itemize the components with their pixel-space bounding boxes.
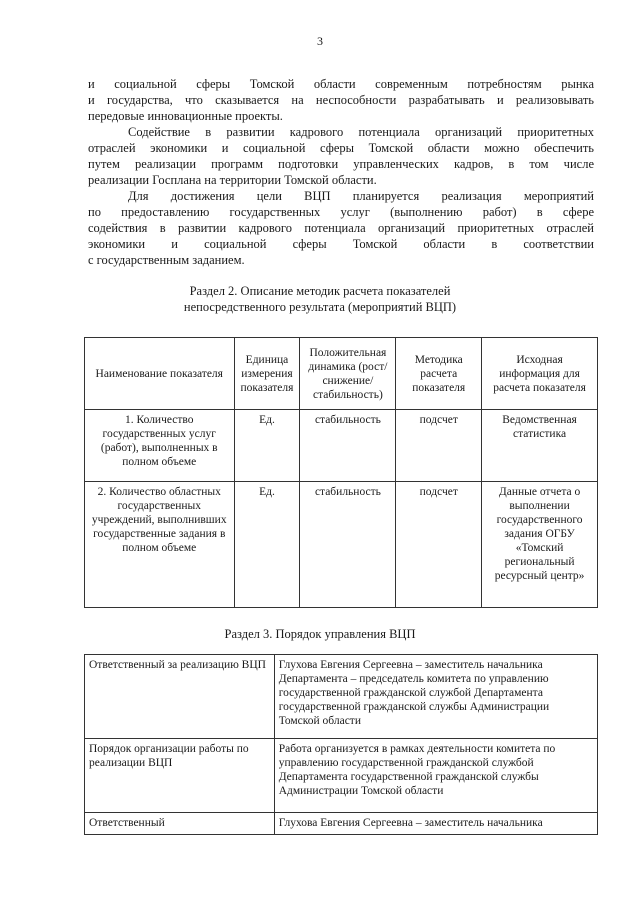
table-cell: Глухова Евгения Сергеевна – заместитель начальника Департамента – председатель комитета по управлению государственной гражданской службой Департамента государственной гражданской службы Администрации Томской области <box>274 655 597 739</box>
table-row <box>85 813 598 835</box>
table-cell: Данные отчета о выполнении государственного задания ОГБУ «Томский региональный ресурсный центр» <box>482 482 598 608</box>
section2-title-line2: непосредственного результата (мероприятий ВЦП) <box>183 300 457 314</box>
table-cell: Ед. <box>234 482 300 608</box>
table-row <box>85 739 598 813</box>
table-cell: подсчет <box>396 410 482 482</box>
text-line: Содействие в развитии кадрового потенциала организаций приоритетных <box>128 125 594 139</box>
management-table <box>84 654 598 835</box>
text-line: по предоставлению государственных услуг (выполнению работ) в сфере <box>88 205 594 219</box>
section3-title: Раздел 3. Порядок управления ВЦП <box>224 627 416 641</box>
header-cell: Исходная информация для расчета показателя <box>482 338 598 410</box>
table-cell: Порядок организации работы по реализации ВЦП <box>85 739 275 813</box>
section2-title <box>0 283 640 315</box>
table-cell: Ведомственная статистика <box>482 410 598 482</box>
text-line: реализации Госплана на территории Томской области. <box>88 173 377 187</box>
text-line: передовые инновационные проекты. <box>88 109 283 123</box>
section2-title-line1: Раздел 2. Описание методик расчета показателей <box>189 284 451 298</box>
table-row <box>85 655 598 739</box>
table-cell: подсчет <box>396 482 482 608</box>
indicators-methodology-table <box>84 337 598 608</box>
table-cell: Работа организуется в рамках деятельности комитета по управлению государственной гражданской службой Департамента государственной гражданской службы Администрации Томской области <box>274 739 597 813</box>
header-cell: Наименование показателя <box>85 338 235 410</box>
table-cell: стабильность <box>300 410 396 482</box>
header-cell: Положительная динамика (рост/снижение/ стабильность) <box>300 338 396 410</box>
text-line: и государства, что сказывается на неспособности разрабатывать и реализовывать <box>88 93 594 107</box>
table-row <box>85 482 598 608</box>
table-cell: Ед. <box>234 410 300 482</box>
table-cell: Ответственный за реализацию ВЦП <box>85 655 275 739</box>
text-line: и социальной сферы Томской области современным потребностям рынка <box>88 77 594 91</box>
table-cell: стабильность <box>300 482 396 608</box>
table-cell: Ответственный <box>85 813 275 835</box>
table-cell: 1. Количество государственных услуг (работ), выполненных в полном объеме <box>85 410 235 482</box>
text-line: отраслей экономики и социальной сферы Томской области можно обеспечить <box>88 141 594 155</box>
text-line: Для достижения цели ВЦП планируется реализация мероприятий <box>128 189 594 203</box>
text-line: экономики и социальной сферы Томской области в соответствии <box>88 237 594 251</box>
page-number: 3 <box>317 34 323 48</box>
table-cell: Глухова Евгения Сергеевна – заместитель начальника <box>274 813 597 835</box>
header-cell: Единица измерения показателя <box>234 338 300 410</box>
header-cell: Методика расчета показателя <box>396 338 482 410</box>
text-line: содействия в развитии кадрового потенциала организаций приоритетных отраслей <box>88 221 594 235</box>
text-line: с государственным заданием. <box>88 253 245 267</box>
table-cell: 2. Количество областных государственных учреждений, выполнивших государственные задания в полном объеме <box>85 482 235 608</box>
table-row <box>85 410 598 482</box>
text-line: путем реализации программ подготовки управленческих кадров, в том числе <box>88 157 594 171</box>
body-paragraphs <box>88 76 594 268</box>
